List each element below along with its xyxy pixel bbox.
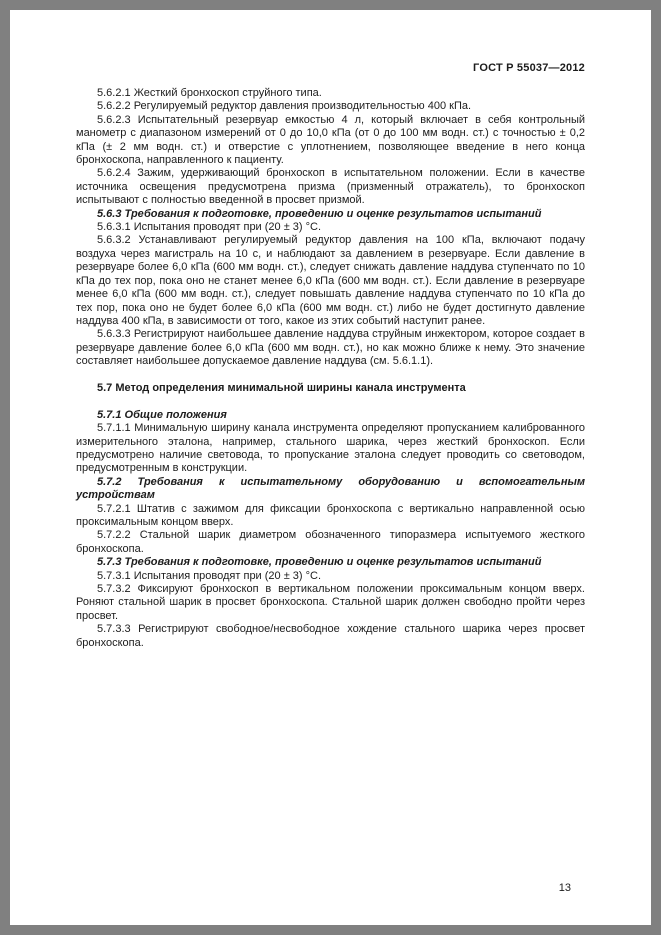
paragraph: 5.7.2.2 Стальной шарик диаметром обозначенного типоразмера испытуемого жесткого бронхоскопа.: [76, 529, 585, 555]
paragraph: 5.7.1.1 Минимальную ширину канала инструмента определяют пропусканием калиброванного измерительного эталона, например, стального шарика, через жесткий бронхоскоп. Если предусмотрено наличие световода, то пропускание эталона следует проводить со световодом, предусмотренным в конструкции.: [76, 422, 585, 475]
paragraph: 5.6.2.2 Регулируемый редуктор давления производительностью 400 кПа.: [97, 100, 472, 113]
section-heading: 5.7.2 Требования к испытательному оборудованию и вспомогательным устройствам: [76, 475, 585, 502]
paragraph: 5.6.2.3 Испытательный резервуар емкостью 4 л, который включает в себя контрольный манометр с диапазоном измерений от 0 до 10,0 кПа (от 0 до 100 мм водн. ст.) с точностью ± 0,2 кПа (± 2 мм водн. ст.) и отверстие с уплотнением, позволяющее введение в него конца бронхоскопа, направленного к пациенту.: [76, 113, 585, 167]
section-heading: 5.7.1 Общие положения: [97, 408, 227, 421]
paragraph: 5.7.3.2 Фиксируют бронхоскоп в вертикальном положении проксимальным концом вверх. Роняют стальной шарик в просвет бронхоскопа. Стальной шарик должен свободно пройти через просвет.: [76, 583, 585, 622]
paragraph: 5.7.3.3 Регистрируют свободное/несвободное хождение стального шарика через просвет бронхоскопа.: [76, 623, 585, 649]
paragraph: 5.6.2.1 Жесткий бронхоскоп струйного типа.: [97, 87, 322, 99]
document-body: [76, 87, 585, 650]
paragraph: 5.6.3.2 Устанавливают регулируемый редуктор давления на 100 кПа, включают подачу воздуха через магистраль на 10 с, и наблюдают за давлением в резервуаре. Если давление в резервуаре более 6,0 кПа (600 мм водн. ст.), следует снижать давление наддува ступенчато по 10 кПа до тех пор, пока оно не станет менее 6,0 кПа (600 мм водн. ст.). Если давление в резервуаре менее 6,0 кПа (600 мм водн. ст.), следует повышать давление наддува ступенчато по 10 кПа до тех пор, пока оно не будет более 6,0 кПа (600 мм водн. ст.) либо не будет достигнуто давление наддува 400 кПа, в зависимости от того, какое из этих событий наступит ранее.: [76, 234, 585, 327]
paragraph: 5.6.3.3 Регистрируют наибольшее давление наддува струйным инжектором, которое создает в резервуаре давление более 6,0 кПа (600 мм водн. ст.), но как можно ближе к нему. Это значение составляет наибольшее допускаемое давление наддува (см. 5.6.1.1).: [76, 328, 585, 368]
page-content: [10, 10, 651, 650]
section-heading: 5.6.3 Требования к подготовке, проведению и оценке результатов испытаний: [97, 207, 542, 220]
document-page: [10, 10, 651, 925]
paragraph: 5.7.2.1 Штатив с зажимом для фиксации бронхоскопа с вертикально направленной осью проксимальным концом вверх.: [76, 502, 585, 528]
paragraph: 5.7.3.1 Испытания проводят при (20 ± 3) °С.: [97, 569, 322, 582]
page-number: 13: [558, 882, 571, 894]
section-heading: 5.7 Метод определения минимальной ширины канала инструмента: [97, 381, 466, 394]
paragraph: 5.6.2.4 Зажим, удерживающий бронхоскоп в испытательном положении. Если в качестве источника освещения предусмотрена призма (призменный отражатель), то бронхоскоп испытывают с полностью введенной в просвет призмой.: [76, 167, 585, 207]
paragraph: 5.6.3.1 Испытания проводят при (20 ± 3) °С.: [97, 221, 322, 234]
section-heading: 5.7.3 Требования к подготовке, проведению и оценке результатов испытаний: [97, 556, 542, 569]
running-header: ГОСТ Р 55037—2012: [473, 62, 585, 74]
